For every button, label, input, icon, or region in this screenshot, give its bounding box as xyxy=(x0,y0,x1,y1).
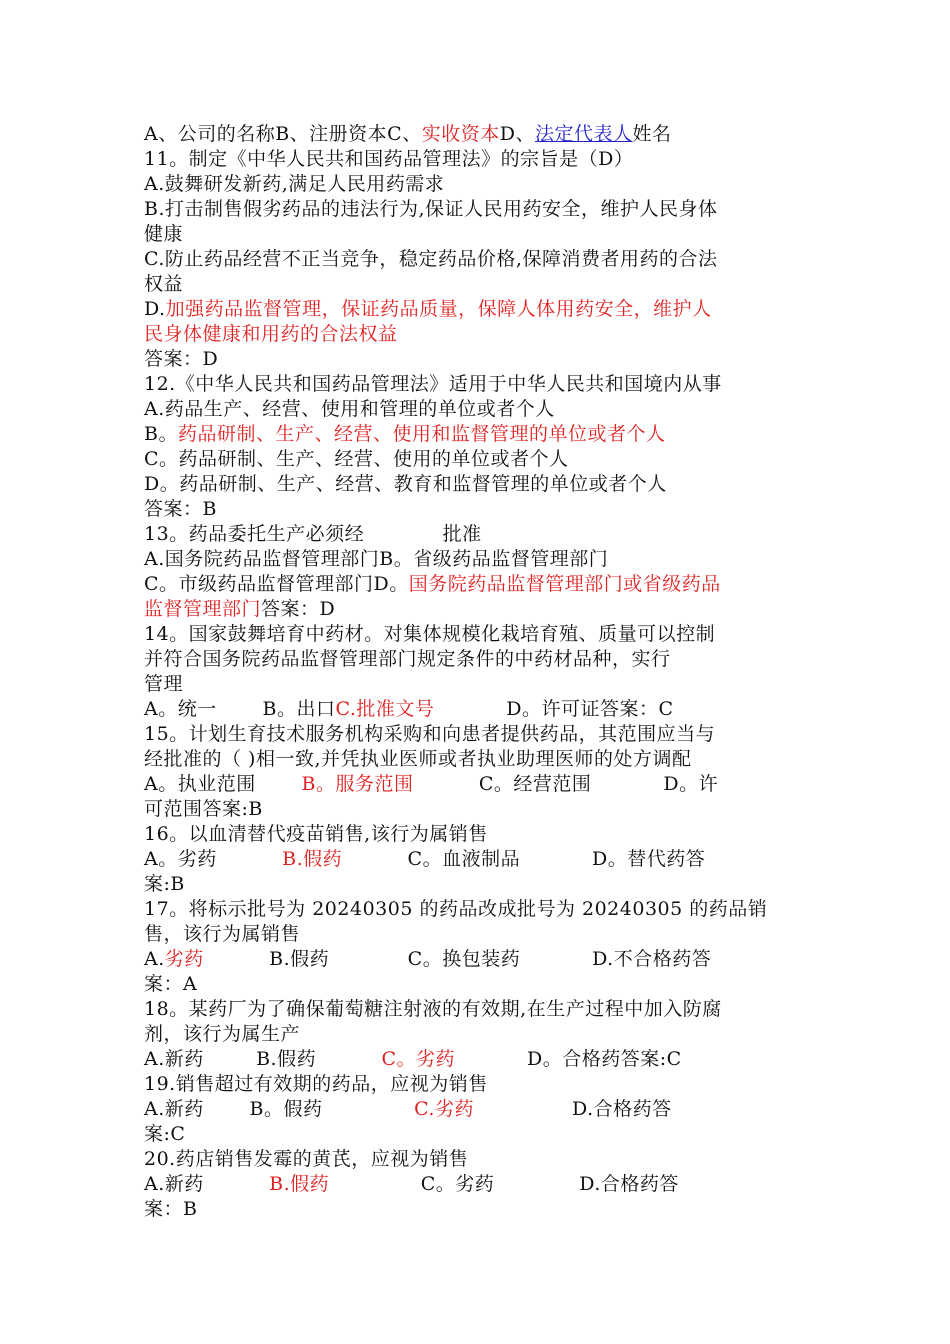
body-text: D。许可证答案：C xyxy=(434,698,674,720)
text-line xyxy=(144,847,808,872)
text-line xyxy=(144,672,808,697)
body-text: A.药品生产、经营、使用和管理的单位或者个人 xyxy=(144,398,555,420)
highlighted-answer-text: 加强药品监督管理，保证药品质量，保障人体用药安全，维护人 xyxy=(165,298,712,320)
highlighted-answer-text: 国务院药品监督管理部门或省级药品 xyxy=(408,573,721,595)
highlighted-answer-text: B.假药 xyxy=(269,1173,330,1195)
body-text: C。血液制品 D。替代药答 xyxy=(342,848,706,870)
body-text: 答案：B xyxy=(144,498,217,520)
text-line xyxy=(144,997,808,1022)
text-line xyxy=(144,772,808,797)
highlighted-answer-text: 民身体健康和用药的合法权益 xyxy=(144,323,398,345)
text-line xyxy=(144,822,808,847)
body-text: 案：A xyxy=(144,973,198,995)
text-line xyxy=(144,597,808,622)
body-text: 18。某药厂为了确保葡萄糖注射液的有效期,在生产过程中加入防腐 xyxy=(144,998,722,1020)
text-line xyxy=(144,572,808,597)
text-line xyxy=(144,1197,808,1222)
body-text: D。合格药答案:C xyxy=(455,1048,682,1070)
text-line xyxy=(144,322,808,347)
body-text: A。统一 B。出口 xyxy=(144,698,336,720)
text-line xyxy=(144,872,808,897)
body-text: A.新药 B。假药 xyxy=(144,1098,415,1120)
text-line xyxy=(144,397,808,422)
text-line xyxy=(144,222,808,247)
text-line xyxy=(144,1047,808,1072)
body-text: A.新药 B.假药 xyxy=(144,1048,382,1070)
body-text: 16。以血清替代疫苗销售,该行为属销售 xyxy=(144,823,488,845)
body-text: 答案：D xyxy=(261,598,336,620)
text-line xyxy=(144,272,808,297)
body-text: 11。制定《中华人民共和国药品管理法》的宗旨是（D） xyxy=(144,148,634,170)
text-line xyxy=(144,1022,808,1047)
highlighted-answer-text: B。服务范围 xyxy=(301,773,414,795)
text-line xyxy=(144,147,808,172)
text-line xyxy=(144,622,808,647)
body-text: 权益 xyxy=(144,273,184,295)
quiz-text-body xyxy=(144,122,808,1222)
body-text: C。市级药品监督管理部门D。 xyxy=(144,573,409,595)
text-line xyxy=(144,747,808,772)
text-line xyxy=(144,1122,808,1147)
text-line xyxy=(144,547,808,572)
body-text: C。药品研制、生产、经营、使用的单位或者个人 xyxy=(144,448,569,470)
text-line xyxy=(144,1147,808,1172)
highlighted-answer-text: B.假药 xyxy=(282,848,343,870)
body-text: 15。计划生育技术服务机构采购和向患者提供药品，其范围应当与 xyxy=(144,723,716,745)
text-line xyxy=(144,647,808,672)
highlighted-answer-text: 劣药 xyxy=(164,948,204,970)
text-line xyxy=(144,722,808,747)
body-text: C.防止药品经营不正当竞争，稳定药品价格,保障消费者用药的合法 xyxy=(144,248,718,270)
text-line xyxy=(144,172,808,197)
body-text: C。劣药 D.合格药答 xyxy=(329,1173,679,1195)
text-line xyxy=(144,447,808,472)
body-text: D、 xyxy=(499,123,535,145)
body-text: B.打击制售假劣药品的违法行为,保证人民用药安全，维护人民身体 xyxy=(144,198,718,220)
text-line xyxy=(144,472,808,497)
body-text: B。 xyxy=(144,423,178,445)
body-text: A.鼓舞研发新药,满足人民用药需求 xyxy=(144,173,445,195)
body-text: 姓名 xyxy=(632,123,672,145)
body-text: 健康 xyxy=(144,223,184,245)
body-text: 案:C xyxy=(144,1123,186,1145)
body-text: 并符合国务院药品监督管理部门规定条件的中药材品种，实行 xyxy=(144,648,671,670)
body-text: 20.药店销售发霉的黄芪，应视为销售 xyxy=(144,1148,469,1170)
body-text: 经批准的（ )相一致,并凭执业医师或者执业助理医师的处方调配 xyxy=(144,748,692,770)
body-text: 12.《中华人民共和国药品管理法》适用于中华人民共和国境内从事 xyxy=(144,373,722,395)
body-text: D.合格药答 xyxy=(473,1098,672,1120)
highlighted-answer-text: C.批准文号 xyxy=(335,698,435,720)
text-line xyxy=(144,247,808,272)
text-line xyxy=(144,922,808,947)
body-text: 13。药品委托生产必须经 批准 xyxy=(144,523,482,545)
body-text: A.国务院药品监督管理部门B。省级药品监督管理部门 xyxy=(144,548,609,570)
highlighted-answer-text: C。劣药 xyxy=(381,1048,456,1070)
text-line xyxy=(144,422,808,447)
text-line xyxy=(144,972,808,997)
body-text: 可范围答案:B xyxy=(144,798,263,820)
text-line xyxy=(144,297,808,322)
body-text: A、公司的名称B、注册资本C、 xyxy=(144,123,422,145)
text-line xyxy=(144,372,808,397)
text-line xyxy=(144,497,808,522)
body-text: A. xyxy=(144,948,165,970)
body-text: A。劣药 xyxy=(144,848,283,870)
body-text: D。药品研制、生产、经营、教育和监督管理的单位或者个人 xyxy=(144,473,667,495)
text-line xyxy=(144,697,808,722)
highlighted-answer-text: 监督管理部门 xyxy=(144,598,262,620)
text-line xyxy=(144,122,808,147)
body-text: 管理 xyxy=(144,673,184,695)
body-text: 19.销售超过有效期的药品，应视为销售 xyxy=(144,1073,488,1095)
highlighted-answer-text: C.劣药 xyxy=(414,1098,474,1120)
body-text: 售，该行为属销售 xyxy=(144,923,301,945)
text-line xyxy=(144,522,808,547)
body-text: 案：B xyxy=(144,1198,198,1220)
body-text: 答案：D xyxy=(144,348,219,370)
text-line xyxy=(144,1172,808,1197)
highlighted-answer-text: 实收资本 xyxy=(421,123,500,145)
body-text: A.新药 xyxy=(144,1173,270,1195)
body-text: C。经营范围 D。许 xyxy=(413,773,719,795)
body-text: 14。国家鼓舞培育中药材。对集体规模化栽培育殖、质量可以控制 xyxy=(144,623,716,645)
body-text: 案:B xyxy=(144,873,185,895)
text-line xyxy=(144,1097,808,1122)
body-text: 剂，该行为属生产 xyxy=(144,1023,301,1045)
hyperlink-text[interactable]: 法定代表人 xyxy=(534,123,633,145)
text-line xyxy=(144,347,808,372)
text-line xyxy=(144,1072,808,1097)
highlighted-answer-text: 药品研制、生产、经营、使用和监督管理的单位或者个人 xyxy=(177,423,666,445)
body-text: A。执业范围 xyxy=(144,773,302,795)
text-line xyxy=(144,197,808,222)
text-line xyxy=(144,947,808,972)
body-text: 17。将标示批号为 20240305 的药品改成批号为 20240305 的药品销 xyxy=(144,898,768,920)
text-line xyxy=(144,897,808,922)
body-text: B.假药 C。换包装药 D.不合格药答 xyxy=(203,948,712,970)
text-line xyxy=(144,797,808,822)
body-text: D. xyxy=(144,298,166,320)
